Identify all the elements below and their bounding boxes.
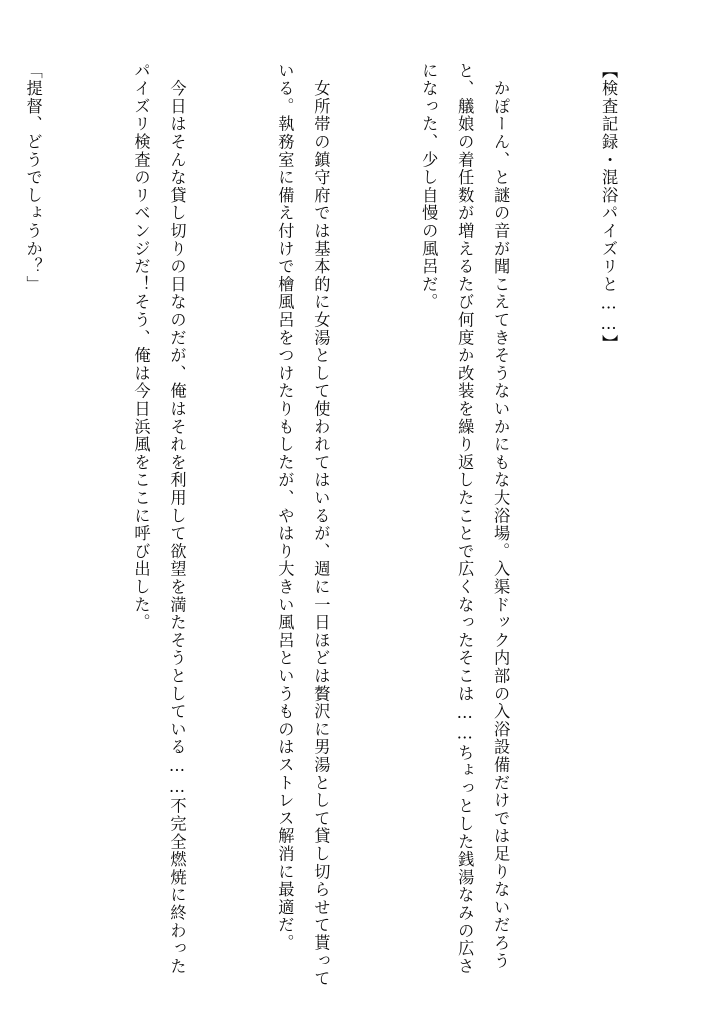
paragraph-4-dialogue: 「提督、どうでしょうか？」 bbox=[23, 62, 43, 294]
paragraph-title: 【検査記録・混浴パイズリと……】 bbox=[599, 62, 619, 353]
paragraph-2: 女所帯の鎮守府では基本的に女湯として使われてはいるが、週に一日ほどは贅沢に男湯として貸し切らせて貰っている。執務室に備え付けで檜風呂をつけたりもしたが、やはり大きい風呂というものはストレス解消に最適だ。 bbox=[275, 62, 331, 988]
paragraph-1: かぽーん、と謎の音が聞こえてきそうないかにもな大浴場。入渠ドック内部の入浴設備だけでは足りないだろうと、艤娘の着任数が増えるたび何度か改装を繰り返したことで広くなったそこは……ちょっとした銭湯なみの広さになった、少し自慢の風呂だ。 bbox=[419, 62, 511, 976]
vertical-text-body bbox=[22, 62, 698, 992]
paragraph-3: 今日はそんな貸し切りの日なのだが、俺はそれを利用して欲望を満たそうとしている……不完全燃焼に終わったパイズリ検査のリベンジだ！そう、俺は今日浜風をここに呼び出した。 bbox=[131, 62, 187, 976]
